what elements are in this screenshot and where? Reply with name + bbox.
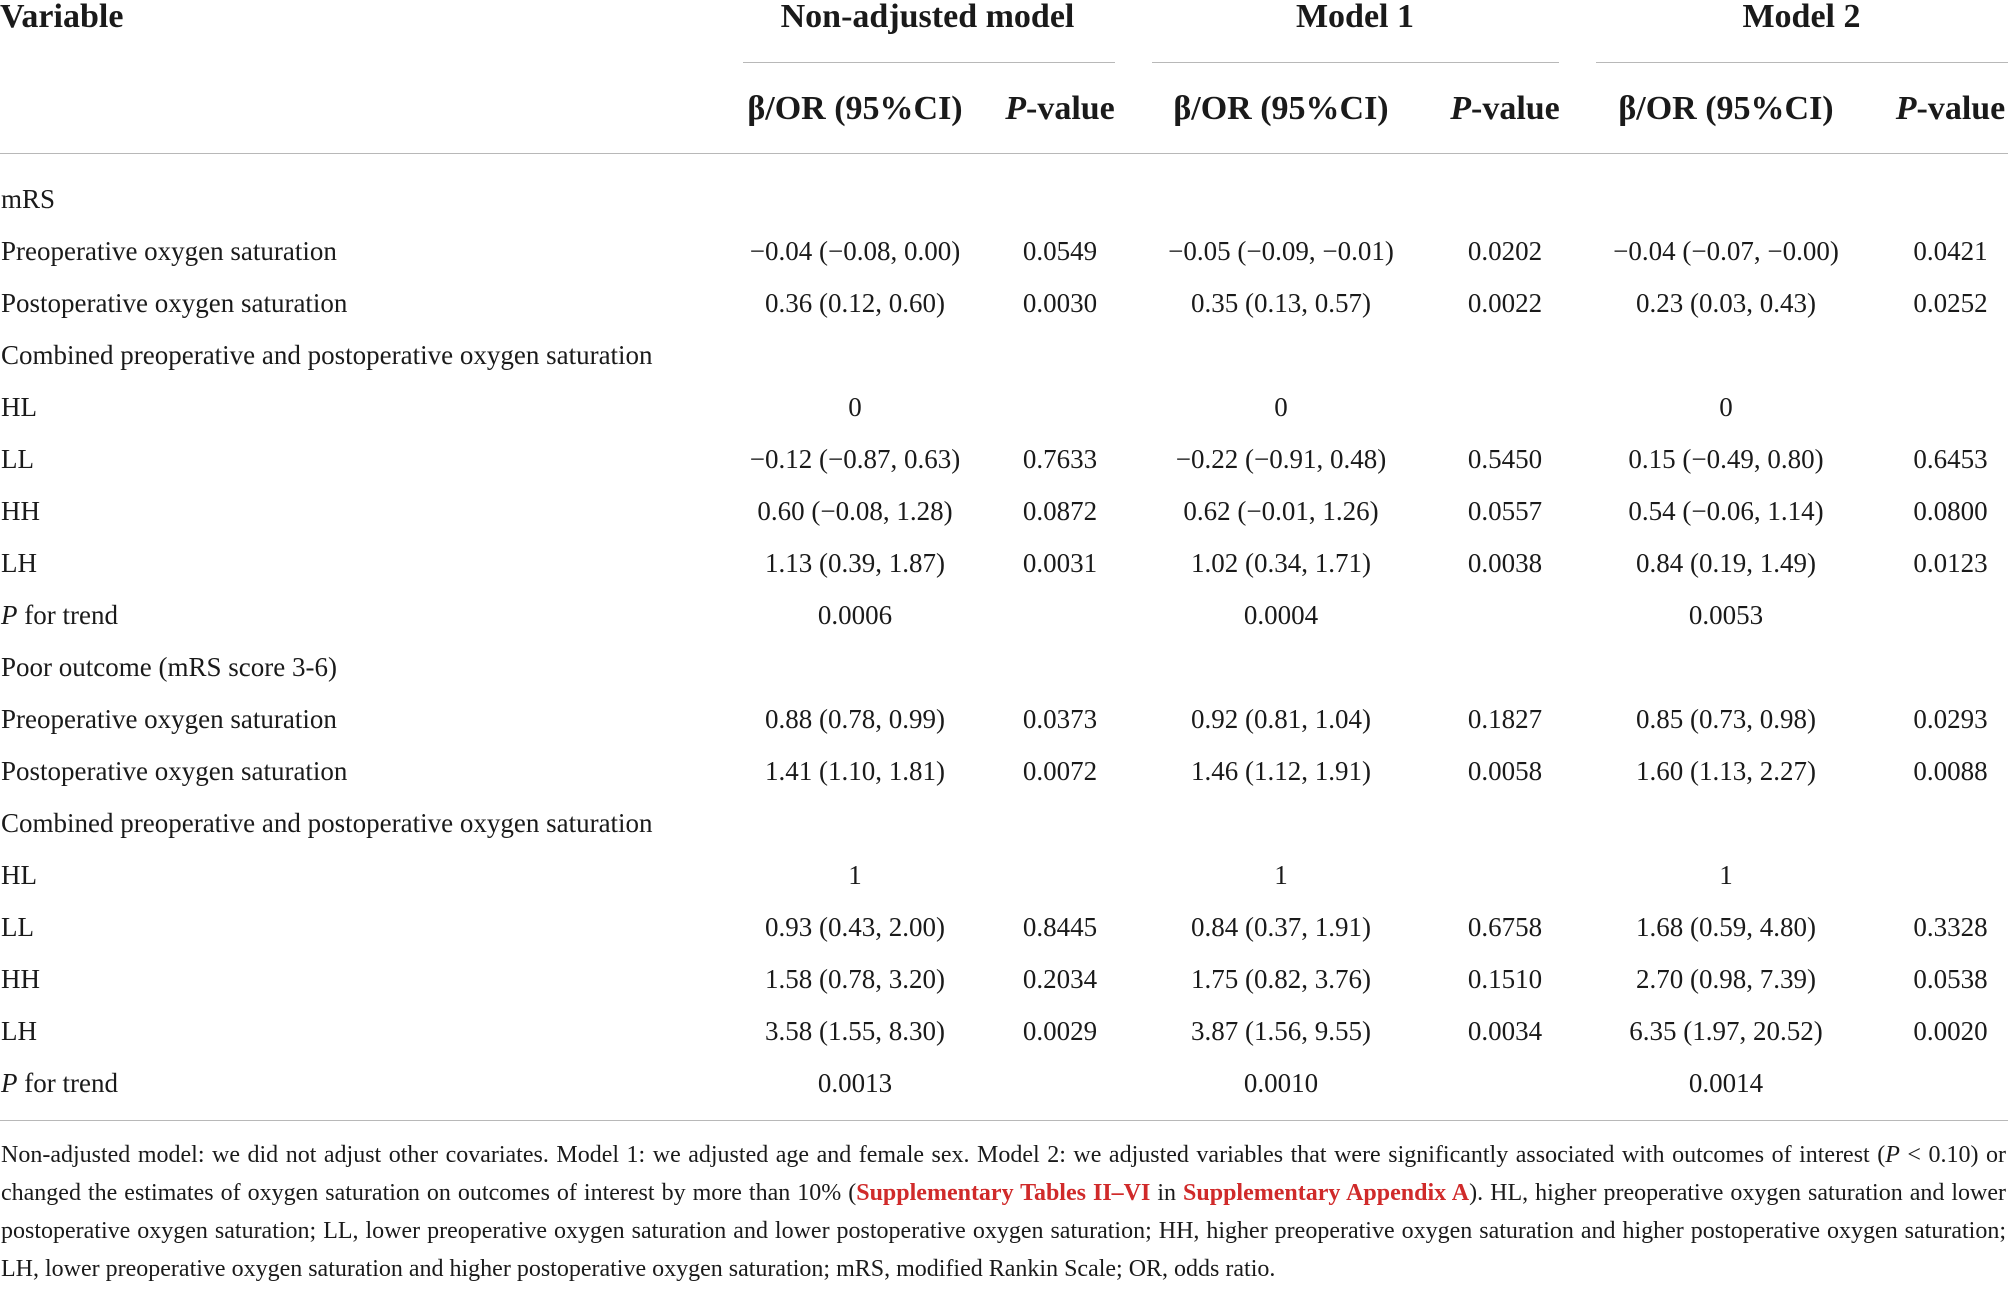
- non-adjusted-p-cell: 0.0029: [1022, 1016, 1098, 1046]
- model-1-coef-cell: 0.0010: [1243, 1068, 1319, 1098]
- model-1-coef-cell: 0.0004: [1243, 600, 1319, 630]
- model-1-p-cell: 0.0058: [1467, 756, 1543, 786]
- model-1-header: Model 1: [1295, 0, 1415, 35]
- model-2-coef-cell: 0.54 (−0.06, 1.14): [1628, 496, 1824, 526]
- row-label: Postoperative oxygen saturation: [1, 756, 348, 786]
- model-1-p-cell: 0.0038: [1467, 548, 1543, 578]
- model-2-p-cell: 0.0020: [1913, 1016, 1988, 1046]
- model-2-coef-cell: −0.04 (−0.07, −0.00): [1613, 236, 1839, 266]
- row-label: LL: [1, 444, 34, 474]
- model-1-coef-cell: 0: [1274, 392, 1288, 422]
- model-2-coef-cell: 1.68 (0.59, 4.80): [1636, 912, 1816, 942]
- non-adjusted-coef-cell: 0.60 (−0.08, 1.28): [757, 496, 953, 526]
- model-2-coef-cell: 2.70 (0.98, 7.39): [1636, 964, 1816, 994]
- model-2-coef-cell: 6.35 (1.97, 20.52): [1629, 1016, 1823, 1046]
- model-1-coef-cell: 0.62 (−0.01, 1.26): [1183, 496, 1379, 526]
- group-rule-non-adjusted: [743, 62, 1115, 63]
- model-1-p-cell: 0.0557: [1467, 496, 1543, 526]
- non-adjusted-coef-cell: 1.13 (0.39, 1.87): [765, 548, 945, 578]
- non-adjusted-coef-cell: −0.12 (−0.87, 0.63): [749, 444, 961, 474]
- row-label: Preoperative oxygen saturation: [1, 236, 337, 266]
- p-value-header-non-adjusted: P-value: [1005, 90, 1115, 127]
- row-label: mRS: [1, 184, 56, 214]
- model-2-p-cell: 0.0538: [1913, 964, 1988, 994]
- row-label: HL: [1, 860, 37, 890]
- model-1-coef-cell: −0.22 (−0.91, 0.48): [1175, 444, 1387, 474]
- model-2-coef-cell: 0.84 (0.19, 1.49): [1636, 548, 1816, 578]
- non-adjusted-coef-cell: 3.58 (1.55, 8.30): [765, 1016, 945, 1046]
- model-2-coef-cell: 0: [1719, 392, 1733, 422]
- row-label: LH: [1, 548, 37, 578]
- non-adjusted-p-cell: 0.7633: [1022, 444, 1098, 474]
- non-adjusted-coef-cell: 0.88 (0.78, 0.99): [765, 704, 945, 734]
- model-2-p-cell: 0.0293: [1913, 704, 1988, 734]
- model-2-coef-cell: 0.0014: [1688, 1068, 1764, 1098]
- non-adjusted-coef-cell: 1: [848, 860, 862, 890]
- non-adjusted-coef-cell: 1.41 (1.10, 1.81): [765, 756, 945, 786]
- model-1-coef-cell: −0.05 (−0.09, −0.01): [1168, 236, 1394, 266]
- non-adjusted-p-cell: 0.0549: [1022, 236, 1098, 266]
- group-rule-model-1: [1152, 62, 1559, 63]
- non-adjusted-coef-cell: 0.0013: [817, 1068, 893, 1098]
- group-rule-model-2: [1596, 62, 2008, 63]
- header-bottom-rule: [0, 153, 2008, 154]
- model-2-p-cell: 0.0800: [1913, 496, 1988, 526]
- model-1-p-cell: 0.0202: [1467, 236, 1543, 266]
- p-value-header-model-1: P-value: [1450, 90, 1560, 127]
- non-adjusted-p-cell: 0.8445: [1022, 912, 1098, 942]
- coef-header-model-2: β/OR (95%CI): [1618, 90, 1834, 127]
- model-1-p-cell: 0.0022: [1467, 288, 1543, 318]
- row-label: Preoperative oxygen saturation: [1, 704, 337, 734]
- model-1-coef-cell: 0.35 (0.13, 0.57): [1191, 288, 1371, 318]
- coef-header-non-adjusted: β/OR (95%CI): [747, 90, 963, 127]
- model-1-coef-cell: 1.75 (0.82, 3.76): [1191, 964, 1371, 994]
- coef-header-model-1: β/OR (95%CI): [1173, 90, 1389, 127]
- non-adjusted-coef-cell: 0.36 (0.12, 0.60): [765, 288, 945, 318]
- model-2-p-cell: 0.0088: [1913, 756, 1988, 786]
- model-2-p-cell: 0.0421: [1913, 236, 1988, 266]
- row-label: P for trend: [1, 1068, 118, 1098]
- model-2-coef-cell: 0.23 (0.03, 0.43): [1636, 288, 1816, 318]
- row-label: Combined preoperative and postoperative oxygen saturation: [1, 340, 653, 370]
- model-1-coef-cell: 1.46 (1.12, 1.91): [1191, 756, 1371, 786]
- non-adjusted-coef-cell: 1.58 (0.78, 3.20): [765, 964, 945, 994]
- non-adjusted-p-cell: 0.0072: [1022, 756, 1098, 786]
- model-2-p-cell: 0.0123: [1913, 548, 1988, 578]
- row-label: HH: [1, 496, 40, 526]
- model-1-p-cell: 0.1827: [1467, 704, 1543, 734]
- p-value-header-model-2: P-value: [1895, 90, 2006, 127]
- model-1-coef-cell: 1.02 (0.34, 1.71): [1191, 548, 1371, 578]
- non-adjusted-p-cell: 0.2034: [1022, 964, 1098, 994]
- supplementary-appendix-link[interactable]: Supplementary Appendix A: [1183, 1180, 1470, 1206]
- model-2-p-cell: 0.6453: [1913, 444, 1988, 474]
- non-adjusted-coef-cell: 0.93 (0.43, 2.00): [765, 912, 945, 942]
- model-2-coef-cell: 0.85 (0.73, 0.98): [1636, 704, 1816, 734]
- model-1-p-cell: 0.0034: [1467, 1016, 1543, 1046]
- non-adjusted-model-header: Non-adjusted model: [780, 0, 1075, 35]
- row-label: Combined preoperative and postoperative oxygen saturation: [1, 808, 653, 838]
- model-1-p-cell: 0.6758: [1467, 912, 1543, 942]
- model-2-coef-cell: 0.0053: [1688, 600, 1764, 630]
- non-adjusted-p-cell: 0.0872: [1022, 496, 1098, 526]
- row-label: HL: [1, 392, 37, 422]
- model-1-p-cell: 0.1510: [1467, 964, 1543, 994]
- model-2-header: Model 2: [1742, 0, 1861, 35]
- row-label: LL: [1, 912, 34, 942]
- model-2-coef-cell: 1: [1719, 860, 1733, 890]
- row-label: Postoperative oxygen saturation: [1, 288, 348, 318]
- model-1-p-cell: 0.5450: [1467, 444, 1543, 474]
- model-2-coef-cell: 1.60 (1.13, 2.27): [1636, 756, 1816, 786]
- variable-column-header: Variable: [0, 0, 124, 35]
- non-adjusted-coef-cell: 0.0006: [817, 600, 893, 630]
- non-adjusted-p-cell: 0.0030: [1022, 288, 1098, 318]
- row-label: P for trend: [1, 600, 118, 630]
- non-adjusted-p-cell: 0.0031: [1022, 548, 1098, 578]
- model-1-coef-cell: 3.87 (1.56, 9.55): [1191, 1016, 1371, 1046]
- non-adjusted-p-cell: 0.0373: [1022, 704, 1098, 734]
- row-label: Poor outcome (mRS score 3-6): [1, 652, 337, 682]
- non-adjusted-coef-cell: 0: [848, 392, 862, 422]
- table-bottom-rule: [0, 1120, 2008, 1121]
- supplementary-tables-link[interactable]: Supplementary Tables II–VI: [856, 1180, 1151, 1206]
- model-2-coef-cell: 0.15 (−0.49, 0.80): [1628, 444, 1824, 474]
- row-label: HH: [1, 964, 40, 994]
- model-1-coef-cell: 0.92 (0.81, 1.04): [1191, 704, 1371, 734]
- non-adjusted-coef-cell: −0.04 (−0.08, 0.00): [749, 236, 961, 266]
- model-1-coef-cell: 0.84 (0.37, 1.91): [1191, 912, 1371, 942]
- row-label: LH: [1, 1016, 37, 1046]
- model-2-p-cell: 0.3328: [1913, 912, 1988, 942]
- model-2-p-cell: 0.0252: [1913, 288, 1988, 318]
- table-footnote: Non-adjusted model: we did not adjust other covariates. Model 1: we adjusted age and female sex. Model 2: we adjusted variables that were significantly associated with outcomes of interest (P < 0.10) or changed the estimates of oxygen saturation on outcomes of interest by more than 10% (Supplementary Tables II–VI in Supplementary Appendix A). HL, higher preoperative oxygen saturation and lower postoperative oxygen saturation; LL, lower preoperative oxygen saturation and lower postoperative oxygen saturation; HH, higher preoperative oxygen saturation and higher postoperative oxygen saturation; LH, lower preoperative oxygen saturation and higher postoperative oxygen saturation; mRS, modified Rankin Scale; OR, odds ratio.: [1, 1142, 2007, 1282]
- model-1-coef-cell: 1: [1274, 860, 1288, 890]
